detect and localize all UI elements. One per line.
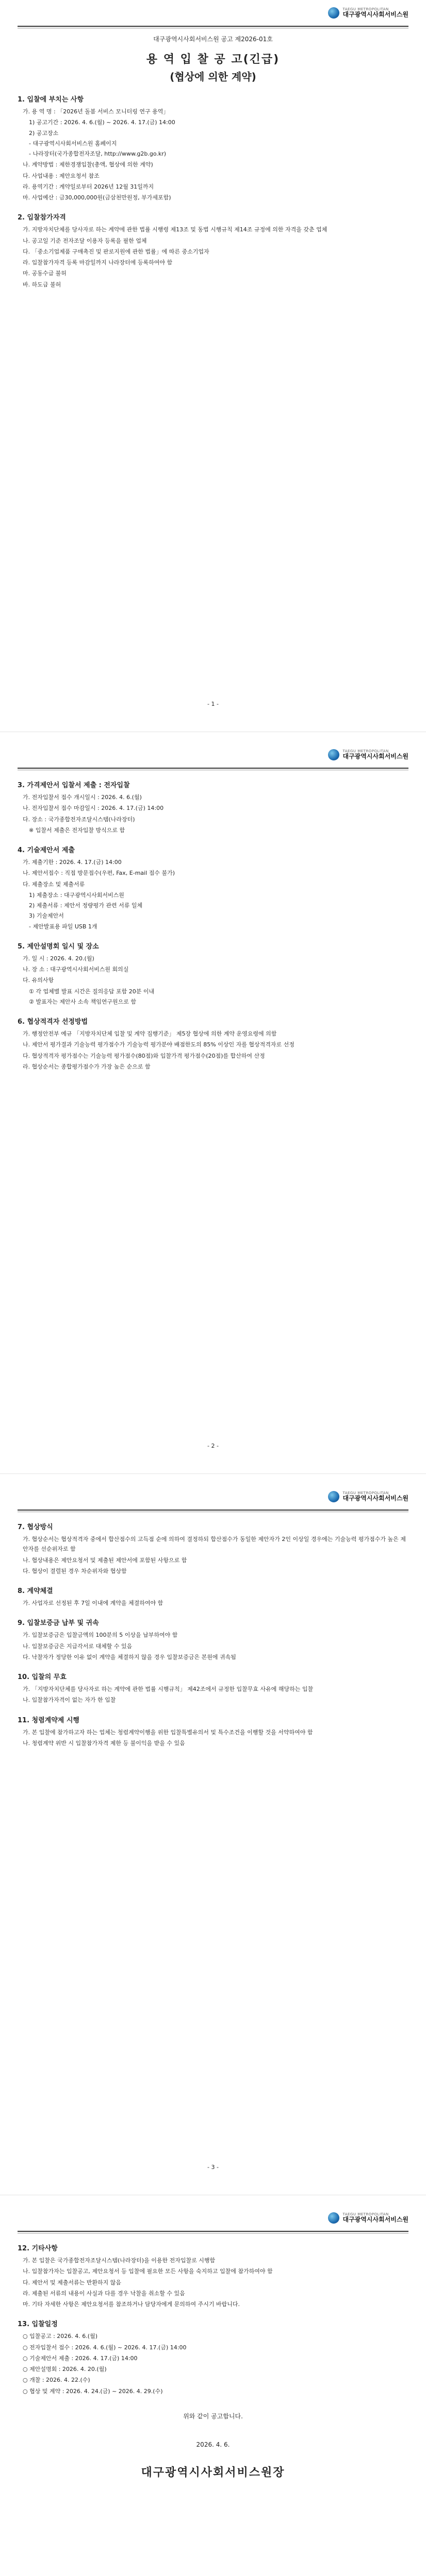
section-4: 4. 기술제안서 제출 가. 제출기한 : 2026. 4. 17.(금) 14:00 나. 제안서접수 : 직접 방문접수(우편, Fax, E-mail 접수 불가) 다. 제출장소 및 제출서류 1) 제출장소 : 대구광역시사회서비스원 2) 제출서류 : 제안서 정량평가 관련 서류 일체 3) 기술제안서 - 제안발표용 파일 USB 1개 (18, 846, 175, 930)
notice-number: 대구광역시사회서비스원 공고 제2026-01호 (153, 36, 273, 43)
org-emblem-icon (328, 1491, 339, 1502)
section-12: 12. 기타사항 가. 본 입찰은 국가종합전자조달시스템(나라장터)을 이용한 전자입찰로 시행함 나. 입찰참가자는 입찰공고, 제안요청서 등 입찰에 필요한 모든 사항을 숙지하고 입찰에 참가하여야 함 다. 제안서 및 제출서류는 반환하지 않음 라. 제출된 서류의 내용이 사실과 다를 경우 낙찰을 취소할 수 있음 마. 기타 자세한 사항은 제안요청서를 참조하거나 담당자에게 문의하여 주시기 바랍니다. (18, 2245, 273, 2308)
org-emblem-icon (328, 7, 339, 19)
page-number: - 3 - (207, 2164, 219, 2171)
header-rule (18, 26, 408, 27)
section-6: 6. 협상적격자 선정방법 가. 행정안전부 예규 「지방자치단체 입찰 및 계약 집행기준」 제5장 협상에 의한 계약 운영요령에 의함 나. 제안서 평가결과 기술능력 평가점수가 기술능력 평가분야 배점한도의 85% 이상인 자를 협상적격자로 선정 다. 협상적격자 평가점수는 기술능력 평가점수(80점)와 입찰가격 평가점수(20점)를 합산하여 산정 라. 협상순서는 종합평가점수가 가장 높은 순으로 함 (18, 1018, 294, 1070)
org-logo: TAEGU METROPOLITAN 대구광역시사회서비스원 (328, 2212, 408, 2224)
section-2: 2. 입찰참가자격 가. 지방자치단체를 당사자로 하는 계약에 관한 법률 시행령 제13조 및 동법 시행규칙 제14조 규정에 의한 자격을 갖춘 업체 나. 공고일 기준 전자조달 이용자 등록을 필한 업체 다. 「중소기업제품 구매촉진 및 판로지원에 관한 법률」에 따른 중소기업자 라. 입찰참가자격 등록 마감일까지 나라장터에 등록하여야 함 마. 공동수급 불허 바. 하도급 불허 (18, 214, 327, 288)
org-logo: TAEGU METROPOLITAN 대구광역시사회서비스원 (328, 749, 408, 760)
notice-date: 2026. 4. 6. (196, 2441, 230, 2448)
section-11: 11. 청렴계약제 시행 가. 본 입찰에 참가하고자 하는 업체는 청렴계약이행을 위한 입찰특별유의서 및 특수조건을 이행할 것을 서약하여야 함 나. 청렴계약 위반 시 입찰참가자격 제한 등 불이익을 받을 수 있음 (18, 1716, 313, 1747)
section-9: 9. 입찰보증금 납부 및 귀속 가. 입찰보증금은 입찰금액의 100분의 5 이상을 납부하여야 함 나. 입찰보증금은 지급각서로 대체할 수 있음 다. 낙찰자가 정당한 이유 없이 계약을 체결하지 않을 경우 입찰보증금은 본원에 귀속됨 (18, 1619, 236, 1660)
org-emblem-icon (328, 749, 339, 760)
closing-statement: 위와 같이 공고합니다. (183, 2412, 243, 2420)
section-3: 3. 가격제안서 입찰서 제출 : 전자입찰 가. 전자입찰서 접수 개시일시 : 2026. 4. 6.(월) 나. 전자입찰서 접수 마감일시 : 2026. 4. 17.(금) 14:00 다. 장소 : 국가종합전자조달시스템(나라장터) ※ 입찰서 제출은 전자입찰 방식으로 함 (18, 782, 164, 834)
section-10: 10. 입찰의 무효 가. 「지방자치단체를 당사자로 하는 계약에 관한 법률 시행규칙」 제42조에서 규정한 입찰무효 사유에 해당하는 입찰 나. 입찰참가자격이 없는 자가 한 입찰 (18, 1673, 314, 1704)
org-emblem-icon (328, 2212, 339, 2224)
page-title: 용 역 입 찰 공 고(긴급) (146, 53, 280, 66)
section-1: 1. 입찰에 부치는 사항 가. 용 역 명 : 「2026년 돌봄 서비스 모니터링 연구 용역」 1) 공고기간 : 2026. 4. 6.(월) ~ 2026. 4. 17.(금) 14:00 2) 공고장소 - 대구광역시사회서비스원 홈페이지 - 나라장터(국가종합전자조달, http://www.g2b.go.kr) 나. 계약방법 : 제한경쟁입찰(총액, 협상에 의한 계약) 다. 사업내용 : 제안요청서 참조 라. 용역기간 : 계약일로부터 2026년 12월 31일까지 마. 사업예산 : 금30,000,000원(금삼천만원정, 부가세포함) (18, 96, 175, 201)
page-2 (0, 742, 426, 1073)
org-logo (328, 7, 408, 19)
page-number: - 2 - (207, 1443, 219, 1449)
closing-block (18, 2412, 408, 2480)
page-3 (0, 1484, 426, 1749)
page-number: - 1 - (207, 701, 219, 707)
section-8: 8. 계약체결 가. 사업자로 선정된 후 7일 이내에 계약을 체결하여야 함 (18, 1587, 163, 1606)
org-logo: TAEGU METROPOLITAN 대구광역시사회서비스원 (328, 1491, 408, 1502)
org-small: TAEGU METROPOLITAN (342, 7, 389, 12)
page-subtitle: (협상에 의한 계약) (170, 71, 256, 83)
section-13: 13. 입찰일정 ○ 입찰공고 : 2026. 4. 6.(월) ○ 전자입찰서 접수 : 2026. 4. 6.(월) ~ 2026. 4. 17.(금) 14:00 ○ 기술제안서 제출 : 2026. 4. 17.(금) 14:00 ○ 제안설명회 : 2026. 4. 20.(월) ○ 개찰 : 2026. 4. 22.(수) ○ 협상 및 계약 : 2026. 4. 24.(금) ~ 2026. 4. 29.(수) (18, 2320, 187, 2395)
page-1 (0, 0, 426, 291)
org-name: 대구광역시사회서비스원 (342, 11, 408, 19)
section-5: 5. 제안설명회 일시 및 장소 가. 일 시 : 2026. 4. 20.(월) 나. 장 소 : 대구광역시사회서비스원 회의실 다. 유의사항 ① 각 업체별 발표 시간은 질의응답 포함 20분 이내 ② 발표자는 제안사 소속 책임연구원으로 함 (18, 942, 155, 1005)
section-7: 7. 협상방식 가. 협상순서는 협상적격자 중에서 합산점수의 고득점 순에 의하여 결정하되 합산점수가 동일한 제안자가 2인 이상일 경우에는 기술능력 평가점수가 높은 제안자를 선순위자로 함 나. 협상내용은 제안요청서 및 제출된 제안서에 포함된 사항으로 함 다. 협상이 결렬된 경우 차순위자와 협상함 (18, 1523, 406, 1574)
page-4 (0, 2205, 426, 2480)
issuing-org: 대구광역시사회서비스원장 (141, 2466, 285, 2479)
